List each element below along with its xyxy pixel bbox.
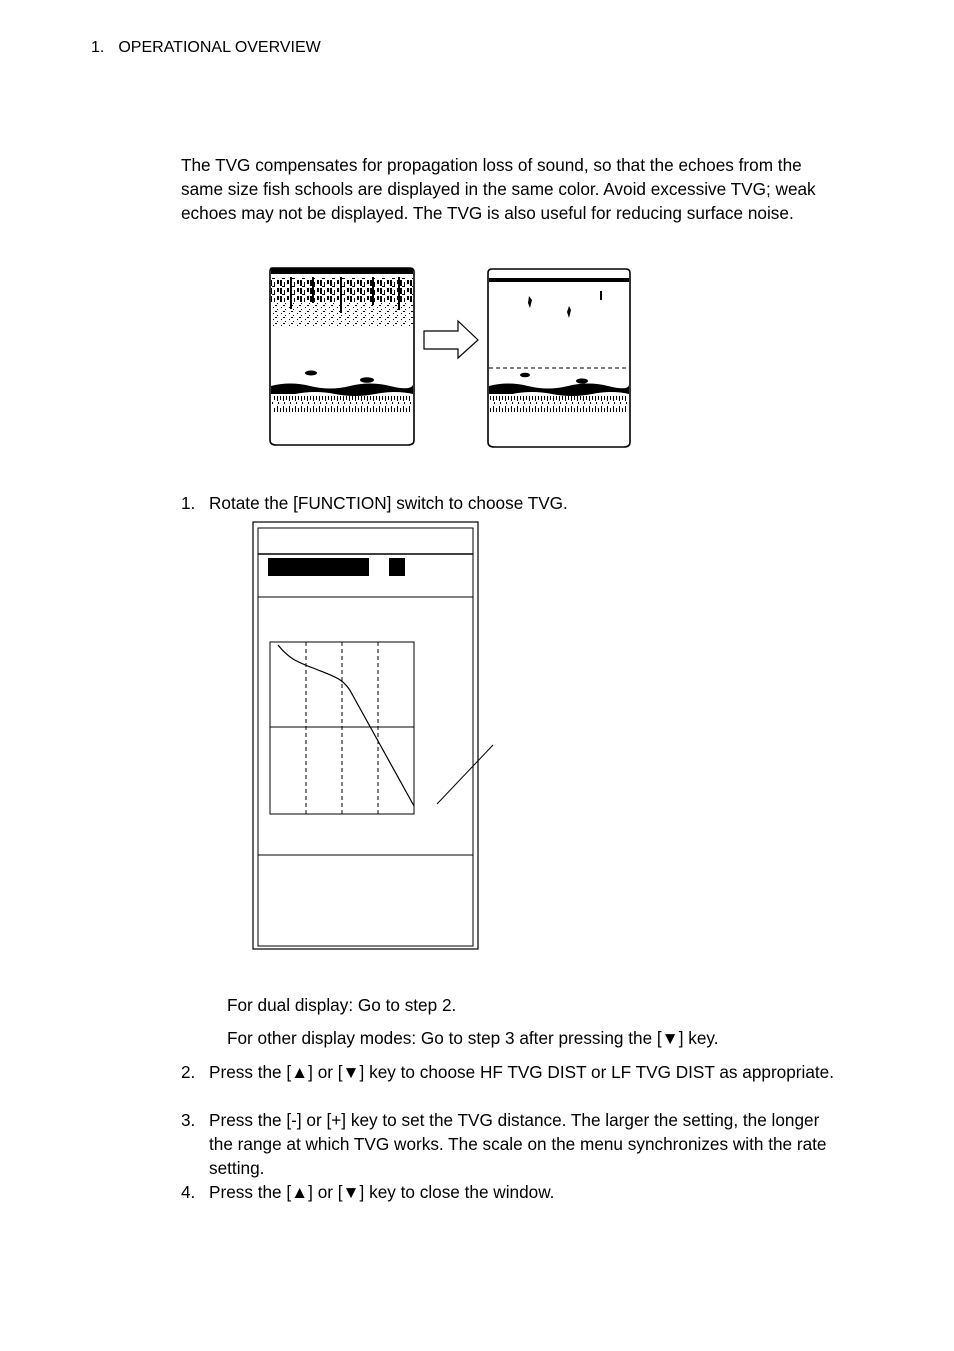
step-text: Press the [-] or [+] key to set the TVG distance. The larger the setting, the longer the range at which TVG works. The scale on the menu synchronizes with the rate setting. [209,1110,827,1178]
step-number: 2. [181,1062,196,1082]
step-text: Press the [▲] or [▼] key to close the window. [209,1182,555,1202]
step-text: Rotate the [FUNCTION] switch to choose TVG. [209,493,568,513]
tvg-echo-comparison-figure [262,262,642,457]
echo-panel-before [270,268,414,445]
step-number: 3. [181,1110,196,1130]
tvg-menu-figure [252,521,502,953]
note-dual-display: For dual display: Go to step 2. [227,995,457,1015]
note-other-display: For other display modes: Go to step 3 after pressing the [▼] key. [227,1028,719,1048]
menu-value-highlight [389,558,405,576]
chapter-number: 1. [91,39,105,56]
step-number: 4. [181,1182,196,1202]
intro-paragraph: The TVG compensates for propagation loss of sound, so that the echoes from the same size fish schools are displayed in the same color. Avoid excessive TVG; weak echoes may not be displayed. The TVG is also useful for reducing surface noise. [181,155,816,223]
step-number: 1. [181,493,196,513]
page-header [91,39,321,57]
transition-arrow [424,321,478,358]
chapter-title: OPERATIONAL OVERVIEW [118,39,321,56]
menu-item-highlight [268,558,369,576]
echo-panel-after [488,269,630,447]
step-text: Press the [▲] or [▼] key to choose HF TVG DIST or LF TVG DIST as appropriate. [209,1062,834,1082]
tvg-curve-graph [270,642,414,814]
